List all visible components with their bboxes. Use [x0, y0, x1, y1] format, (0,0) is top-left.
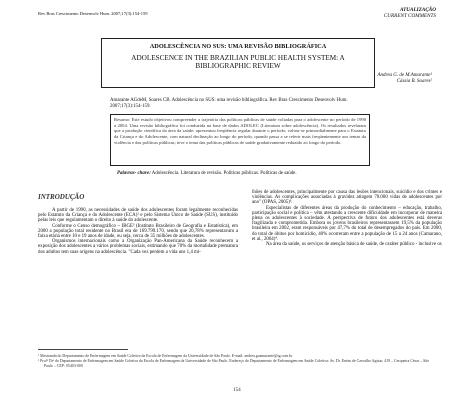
body-left-column [38, 208, 238, 255]
paragraph: Especialistas de diferentes áreas da produção do conhecimento – educação, trabalho, participação social e política – vêm atestando a crescente dificuldade em incorporar de maneira plena os adolescentes à sociedade. A perspectiva de futuro dos adolescentes está deveras fragilizada e comprometida. Embora os jovens brasileiros representassem 19,5% da população brasileira em 2002, eram responsáveis por 47,7% do total de desempregados do país. Em 2000, do total de óbitos por homicídio, 40% ocorreram entre a população de 15 a 24 anos (Camarano, et al., 2004)⁴. [252, 205, 442, 242]
citation: Amarante AGdeM, Soares CB. Adolescência no SUS: uma revisão bibliográfica. Rev Bras Crescimento Desenvolv Hum. 2007;17(3):154-159. [110, 98, 348, 109]
keywords-text: Adolescência. Literatura de revisão. Políticas públicas. Políticas de saúde. [151, 171, 297, 176]
article-title-portuguese: ADOLESCÊNCIA NO SUS: UMA REVISÃO BIBLIOGRÁFICA [149, 43, 327, 50]
footnote-1: ¹ Mestranda do Departamento de Enfermagem em Saúde Coletiva da Escola de Enfermagem da Universidade de São Paulo. E-mail: andrea.goamarante@ig.com.br [38, 354, 293, 358]
page-number: 154 [233, 388, 241, 393]
author-list [378, 73, 433, 85]
section-sublabel: CURRENT COMMENTS [383, 12, 436, 19]
title-box [101, 38, 375, 88]
paragraph: A partir de 1990, as necessidades de saúde dos adolescentes foram legalmente reconhecidas pelo Estatuto da Criança e do Adolescente (ECA)¹ e pelo Sistema Único de Saúde (SUS), instituído pelas leis que regulamentam o direito à saúde do adolescente. [38, 208, 238, 224]
paragraph: lhões de adolescentes, principalmente por causa das lesões intencionais, suicídio e dos crimes e violências. As complicações associadas à gravidez atingem 70.000 vidas de adolescentes por ano" (OPAS, 2005)³. [252, 190, 442, 206]
footnotes [38, 354, 438, 368]
footnote-rule [38, 349, 128, 350]
abstract-box [110, 114, 370, 166]
section-heading: INTRODUÇÃO [38, 193, 85, 201]
running-header-section [384, 8, 436, 19]
paragraph: Organismos internacionais como a Organização Pan-Americana da Saúde reconhecem a exposição dos adolescentes a vários problemas sociais, estimando que 70% da mortalidade prematura dos adultos tem suas origens na adolescência. "Cada vez perdem a vida uns 1,4 mi- [38, 239, 238, 255]
keywords [117, 171, 297, 176]
author-2: Cássia B. Soares² [396, 78, 432, 84]
section-label: ATUALIZAÇÃO [399, 7, 436, 13]
paragraph: Na área da saúde, os serviços de atenção básica de saúde, de caráter público - inclusive os [266, 242, 442, 248]
running-header-journal: Rev Bras Crescimento Desenvolv Hum. 2007;17(3):154-159 [38, 11, 148, 16]
keywords-label: Palavras- chave: [117, 171, 151, 176]
paragraph: Conforme o Censo demográfico – IBGE² (Instituto Brasileiro de Geografia e Estatística), em 2000 a população total residente no Brasil era de 169.799.170, sendo que 20,78% representavam a faixa etária entre 10 e 19 anos de idade, ou seja, cerca de 35 milhões de adolescentes. [38, 223, 238, 240]
abstract-text: Resumo: Este estudo objetivou compreender a trajetória das políticas públicas de saúde voltadas para o adolescente no período de 1990 a 2004. Uma revisão bibliográfica foi conduzida na base de dados ADOLEC (Literatura sobre adolescência). Os resultados revelaram que a produção científica da área da saúde: apresentou freqüência regular durante o período; voltou-se primordialmente para o Estatuto da Criança e do Adolescente, com natural declinação ao longo do período, quando passa a se referir mais freqüentemente aos temas da violência e das políticas públicas; teve o tema das políticas públicas de saúde gradativamente reduzido ao longo do período. [114, 117, 366, 145]
author-1: Andrea G. de M.Amarante¹ [377, 73, 432, 78]
body-right-column [252, 190, 442, 247]
footnote-2: ² Profª Drª do Departamento de Enfermagem em Saúde Coletiva da Escola de Enfermagem da Universidade de São Paulo. Endereço do Departamento de Enfermagem em Saúde Coletiva: Av. Dr. Enéas de Carvalho Aguiar, 419 – Cerqueira César – São Paulo – CEP: 05403-000 [38, 358, 429, 368]
article-title-english: ADOLESCENCE IN THE BRAZILIAN PUBLIC HEALTH SYSTEM: A BIBLIOGRAPHIC REVIEW [131, 54, 345, 70]
